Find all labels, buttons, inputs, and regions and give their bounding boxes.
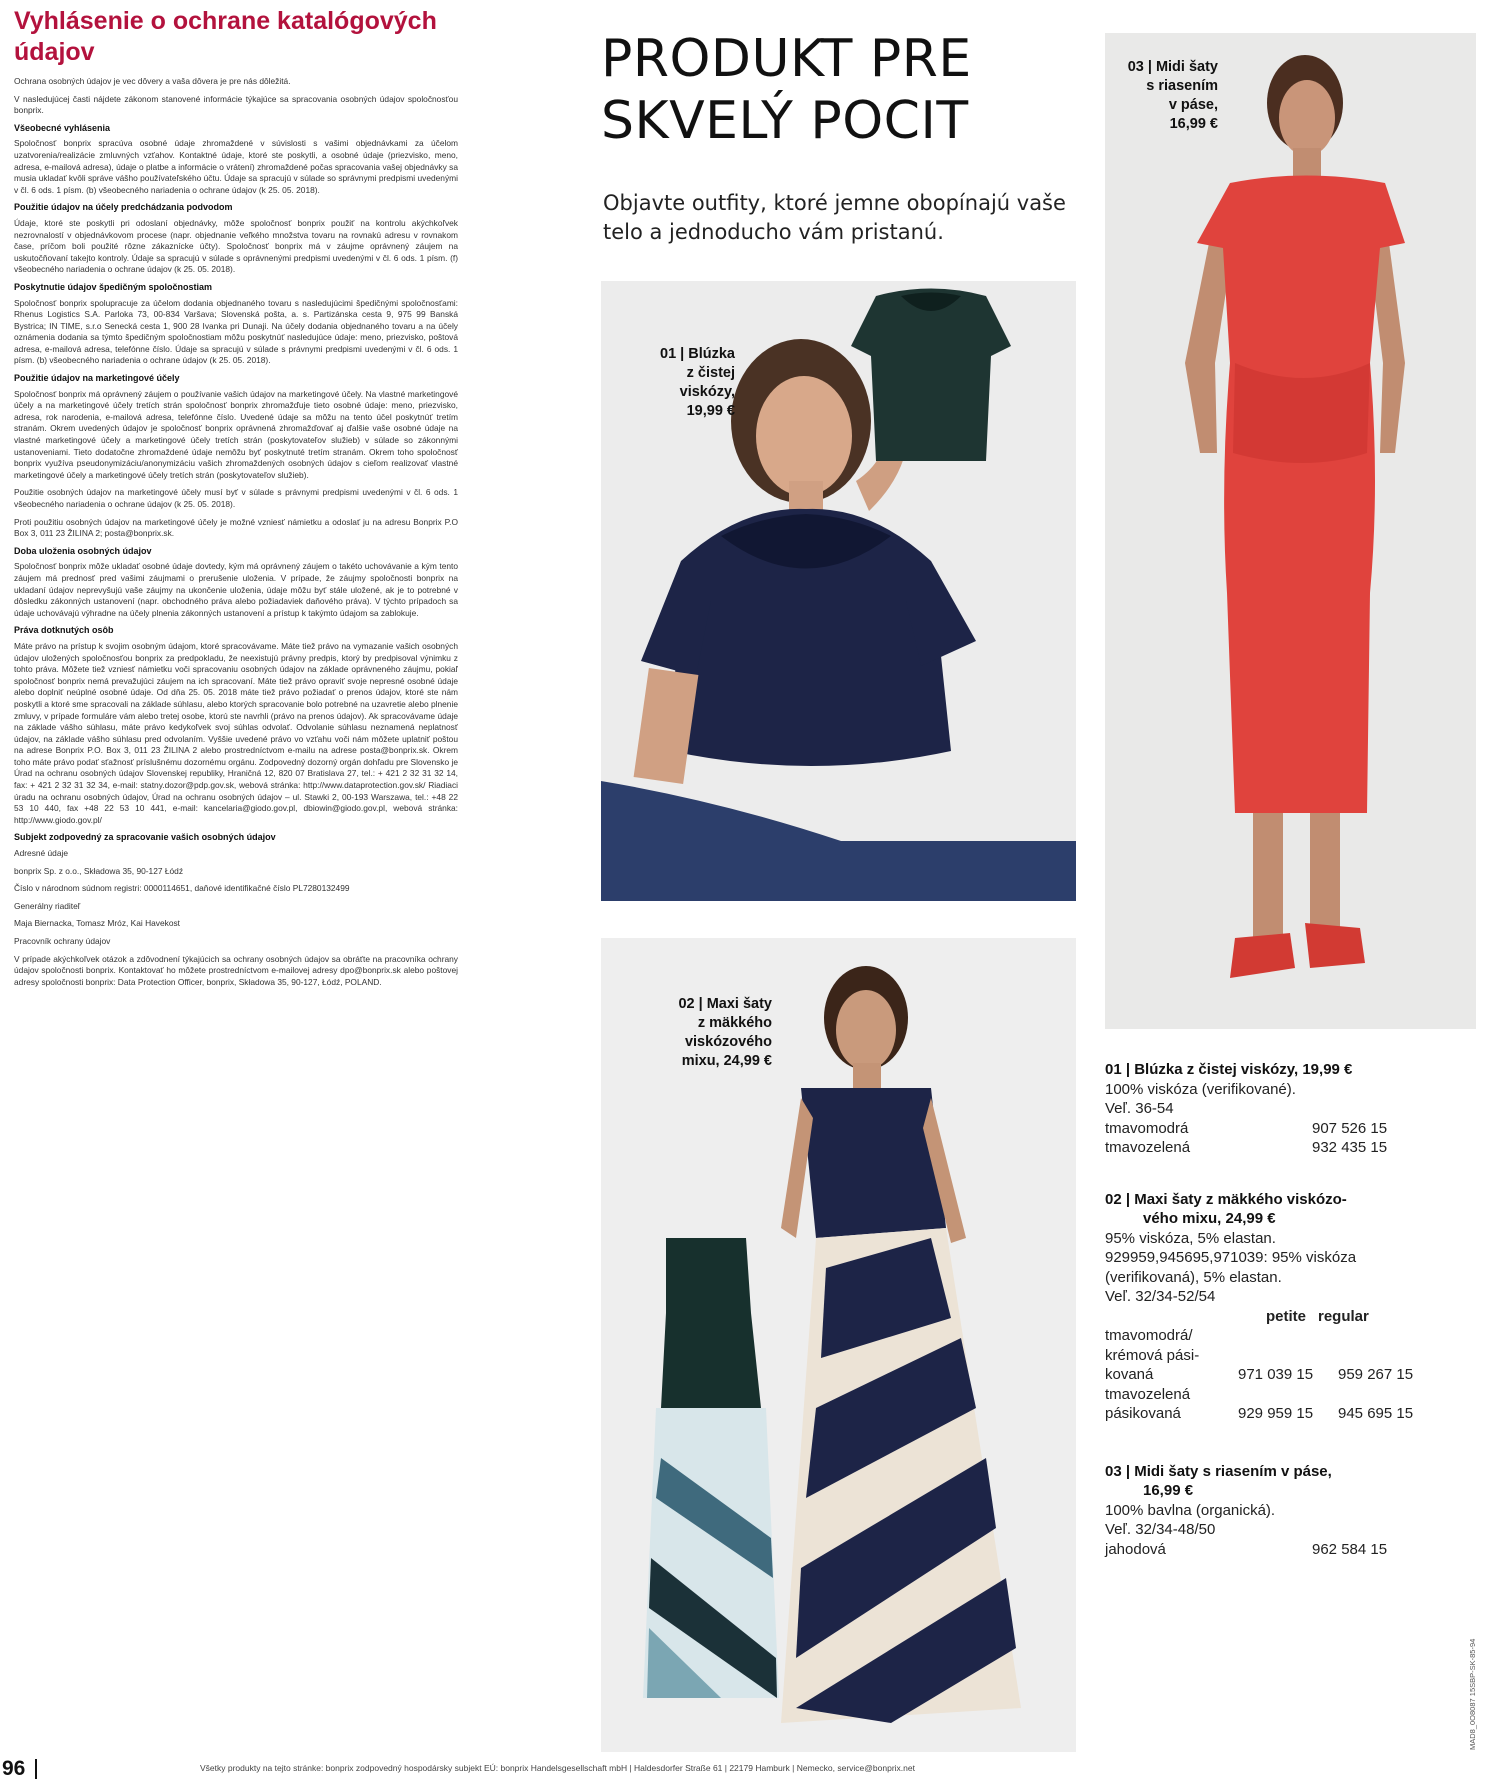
privacy-intro-1: Ochrana osobných údajov je vec dôvery a vaša dôvera je pre nás dôležitá. bbox=[14, 76, 291, 86]
section-heading: Doba uloženia osobných údajov bbox=[14, 545, 152, 556]
section-paragraph: Spoločnosť bonprix spolupracuje za účelom dodania objednaného tovaru s nasledujúcimi špedičnými spoločnosťami: Rhenus Logistics S.A. Parloka 73, 00-834 Varšava; Slovenská pošta, a. s. Partizánska cesta 9, 975 99 Banská Bystrica; IN TIME, s.r.o Senecká cesta 1, 900 28 Ivanka pri Dunaji. Na účely dodania objednaného tovaru a na účely oznámenia dodania sa týmto špedičným spoločnostiam môžu poskytnúť nasledujúce údaje: meno, priezvisko, poštová adresa, e-mailová adresa, telefónne číslo. Údaje sa spracujú v súlade s právnymi predpismi uvedenými v čl. 6 ods. 1 písm. (b) všeobecného nariadenia o ochrane údajov (k 25. 05. 2018). bbox=[14, 297, 458, 366]
product-details bbox=[1105, 1060, 1485, 1577]
section-paragraph: V prípade akýchkoľvek otázok a zdôvodnení týkajúcich sa ochrany osobných údajov sa obráťte na pracovníka ochrany údajov spoločnosti bonprix. Kontaktovať ho môžete prostredníctvom e-mailovej adresy dpo@bonprix.sk alebo poštovej adresy spoločnosti bonprix: Data Protection Officer, bonprix, Składowa 35, 90-127, Łódź, POLAND. bbox=[14, 953, 458, 987]
section-paragraph: bonprix Sp. z o.o., Składowa 35, 90-127 Łódź bbox=[14, 865, 184, 876]
section-paragraph: Pracovník ochrany údajov bbox=[14, 936, 111, 946]
column-petite: petite bbox=[1266, 1307, 1307, 1325]
page-number: 96 bbox=[2, 1757, 26, 1780]
section-paragraph: Číslo v národnom súdnom registri: 0000114651, daňové identifikačné číslo PL7280132499 bbox=[14, 883, 350, 894]
headline-line-1: PRODUKT PRE bbox=[601, 29, 972, 89]
variant-color: pásikovaná bbox=[1105, 1405, 1181, 1422]
product-title: 03 | Midi šaty s riasením v páse, bbox=[1105, 1462, 1332, 1480]
variant-row bbox=[1105, 1540, 1485, 1560]
variant-code-petite: 971 039 15 bbox=[1238, 1366, 1314, 1383]
variant-row bbox=[1105, 1385, 1485, 1424]
privacy-intro-2: V nasledujúcej časti nájdete zákonom stanovené informácie týkajúce sa spracovania osobných údajov spoločnosťou bonprix. bbox=[14, 93, 458, 116]
variant-color: jahodová bbox=[1105, 1540, 1166, 1558]
section-paragraph: Údaje, ktoré ste poskytli pri odoslaní objednávky, môže spoločnosť bonprix použiť na kontrolu akýchkoľvek nezrovnalostí v objednávkovom procese (napr. objednanie veľkého množstva tovaru na rovnakú adresu v rovnakom čase, príčom boli použité rôzne zákaznícke účty). Spoločnosť bonprix má v záujme oprávnený záujem na uskutočňovaní takejto kontroly. Údaje sa spracujú v súlade s oprávnenými predpismi uvedenými v čl. 6 ods. 1 písm. (f) všeobecného nariadenia o ochrane údajov (k 25. 05. 2018). bbox=[14, 217, 458, 275]
section-heading: Práva dotknutých osôb bbox=[14, 625, 114, 636]
product-material: 929959,945695,971039: 95% viskóza bbox=[1105, 1249, 1357, 1266]
section-paragraph: Spoločnosť bonprix spracúva osobné údaje zhromaždené v súvislosti s vašimi objednávkami za účelom uzatvorenia/realizácie zmluvných vzťahov. Kontaktné údaje, ktoré ste poskytli, a osobné údaje (priezvisko, meno, adresa, e-mailová adresa), údaje o platbe a informácie o vrátení) zhromaždené počas spracovania vašej objednávky sa musia ukladať kvôli správe vášho používateľského účtu. Údaje sa spracujú v súlade so správnymi predpismi uvedenými v čl. 6 ods. 1 písm. (b) všeobecného nariadenia o ochrane údajov (k 25. 05. 2018). bbox=[14, 138, 458, 195]
variant-code-petite: 929 959 15 bbox=[1238, 1405, 1314, 1422]
column-regular: regular bbox=[1318, 1307, 1369, 1325]
product-photo-midi-dress[interactable] bbox=[1105, 33, 1476, 1029]
variant-color: tmavozelená bbox=[1105, 1139, 1191, 1156]
side-catalog-code bbox=[1468, 1500, 1480, 1750]
photo-label-midi-dress: 03 | Midi šaty s riasením v páse, 16,99 € bbox=[1127, 59, 1218, 132]
product-details-midi-dress bbox=[1105, 1462, 1485, 1560]
section-heading: Poskytnutie údajov špedičným spoločnostiam bbox=[14, 281, 213, 292]
section-paragraph: Spoločnosť bonprix môže ukladať osobné údaje dovtedy, kým má oprávnený záujem o takéto uchovávanie a kým tento záujem má prednosť pred vašimi záujmami o prerušenie uloženia. V prípade, že záujmy spoločnosti bonprix na ukladaní údajov neprevyšujú vaše záujmy na ukončenie uloženia, údaje môžu byť stále uložené, ak je to potrebné v dôsledku zákonných ustanovení (napr. obchodného práva alebo požiadaviek daňového práva). V týchto prípadoch sa údaje uchovávajú výhradne na účely plnenia zákonných ustanovení a prístup k takýmto údajom sa zablokuje. bbox=[14, 561, 458, 618]
product-material: 95% viskóza, 5% elastan. bbox=[1105, 1229, 1276, 1247]
privacy-title: Vyhlásenie o ochrane katalógových údajov bbox=[14, 7, 437, 66]
product-sizes: Veľ. 32/34-52/54 bbox=[1105, 1288, 1216, 1305]
product-title-cont: vého mixu, 24,99 € bbox=[1143, 1210, 1276, 1227]
headline bbox=[601, 28, 1101, 152]
product-sizes: Veľ. 36-54 bbox=[1105, 1100, 1174, 1117]
variant-code: 962 584 15 bbox=[1312, 1540, 1388, 1558]
product-title-cont: 16,99 € bbox=[1143, 1482, 1194, 1499]
variant-table-header bbox=[1105, 1307, 1485, 1327]
variant-code: 932 435 15 bbox=[1312, 1139, 1388, 1156]
variant-row bbox=[1105, 1119, 1485, 1139]
green-blouse-packshot bbox=[846, 281, 1016, 471]
variant-row bbox=[1105, 1326, 1485, 1385]
section-heading: Použitie údajov na účely predchádzania podvodom bbox=[14, 202, 233, 213]
midi-dress-photo-illustration bbox=[1105, 33, 1476, 1029]
variant-color: kovaná bbox=[1105, 1366, 1154, 1383]
section-heading: Použitie údajov na marketingové účely bbox=[14, 373, 180, 384]
section-paragraph: Proti použitiu osobných údajov na marketingové účely je možné vzniesť námietku a odoslať ju na adresu Bonprix P.O Box 3, 011 23 ŽILINA 2; posta@bonprix.sk. bbox=[14, 516, 458, 539]
section-heading: Všeobecné vyhlásenia bbox=[14, 122, 111, 133]
product-material: 100% viskóza (verifikované). bbox=[1105, 1080, 1296, 1098]
privacy-body bbox=[14, 76, 458, 988]
section-paragraph: Generálny riaditeľ bbox=[14, 900, 81, 911]
section-heading: Subjekt zodpovedný za spracovanie vašich osobných údajov bbox=[14, 832, 276, 843]
variant-code-regular: 959 267 15 bbox=[1338, 1366, 1414, 1383]
photo-label-maxi-dress: 02 | Maxi šaty z mäkkého viskózového mixu, 24,99 € bbox=[678, 996, 772, 1069]
photo-label-blouse: 01 | Blúzka z čistej viskózy, 19,99 € bbox=[660, 346, 735, 419]
privacy-statement bbox=[14, 6, 458, 1736]
variant-color: tmavozelená bbox=[1105, 1385, 1191, 1403]
section-paragraph: Máte právo na prístup k svojim osobným údajom, ktoré spracovávame. Máte tiež právo na vymazanie vašich osobných údajov uložených spoločnosťou bonprix za predpokladu, že neexistujú právny predpis, ktorý by predpisoval výnimku z tohto práva. Môžete tiež vzniesť námietku voči spracovaniu osobných údajov na základe oprávneného záujmu, pokiaľ spoločnosť bonprix nemá prevažujúci záujem na ich spracovaní. Máte tiež právo opraviť svoje nepresné osobné údaje alebo doplniť neúplné osobné údaje. Od dňa 25. 05. 2018 máte tiež právo požiadať o prenos údajov, ktoré ste nám poskytli a ktoré sme spracovali na základe súhlasu, alebo ktorých spracovanie bolo potrebné na uzavretie alebo plnenie zmluvy, v prípade formuláre vám alebo tretej osobe, ktorú ste navrhli (právo na prenos údajov). Ak spracovávame údaje na základe vášho súhlasu, máte právo kedykoľvek svoj súhlas odvolať. Odvolanie súhlasu neznamená neplatnosť údajov, na základe vášho súhlasu pred odvolaním. Vyššie uvedené právo vo vzťahu voči nám môžete uplatniť poštou na adrese Bonprix P.O. Box 3, 011 23 ŽILINA 2 alebo prostredníctvom e-mailu na adrese posta@bonprix.sk. Okrem toho máte právo podať sťažnosť príslušnému dozornému orgánu. Zodpovedný dozorný orgán dohľadu pre Slovensko je Úrad na ochranu osobných údajov Slovenskej republiky, Hraničná 12, 820 07 Bratislava 27, tel.: + 421 2 32 31 32 14, fax: + 421 2 32 31 32 34, e-mail: statny.dozor@pdp.gov.sk, webová stránka: http://www.dataprotection.gov.sk/ Riadiaci úradu na ochranu osobných údajov, Úrad na ochranu osobných údajov – ul. Stawki 2, 00-193 Warszawa, tel.: +48 22 53 10 440, fax +48 22 53 10 441, e-mail: kancelaria@giodo.gov.pl, dbiowin@giodo.gov.pl, webová stránka: http://www.giodo.gov.pl/ bbox=[14, 640, 458, 825]
product-sizes: Veľ. 32/34-48/50 bbox=[1105, 1521, 1216, 1538]
section-paragraph: Maja Biernacka, Tomasz Mróz, Kai Havekost bbox=[14, 918, 181, 929]
product-details-blouse bbox=[1105, 1060, 1485, 1158]
variant-code: 907 526 15 bbox=[1312, 1119, 1388, 1137]
variant-color: krémová pási- bbox=[1105, 1346, 1200, 1364]
product-material: (verifikovaná), 5% elastan. bbox=[1105, 1268, 1282, 1286]
variant-code-regular: 945 695 15 bbox=[1338, 1405, 1414, 1422]
headline-line-2: SKVELÝ POCIT bbox=[601, 91, 969, 151]
footer-legal-line: Všetky produkty na tejto stránke: bonprix zodpovedný hospodársky subjekt EÚ: bonprix Handelsgesellschaft mbH | Haldesdorfer Straße 61 | 22179 Hamburk | Nemecko, service@bonprix.net bbox=[200, 1763, 915, 1773]
subheadline: Objavte outfity, ktoré jemne obopínajú vaše telo a jednoducho vám pristanú. bbox=[603, 191, 1066, 244]
variant-color: tmavomodrá bbox=[1105, 1119, 1189, 1137]
section-paragraph: Adresné údaje bbox=[14, 848, 69, 859]
side-catalog-code-text: MAD8_0O8087 15SBP-SK-85-94 bbox=[1468, 1638, 1477, 1750]
variant-row bbox=[1105, 1138, 1485, 1158]
product-title: 02 | Maxi šaty z mäkkého viskózo- bbox=[1105, 1190, 1347, 1208]
product-details-maxi-dress bbox=[1105, 1190, 1485, 1424]
variant-color: tmavomodrá/ bbox=[1105, 1327, 1193, 1344]
product-material: 100% bavlna (organická). bbox=[1105, 1501, 1276, 1519]
section-paragraph: Použitie osobných údajov na marketingové účely musí byť v súlade s právnymi predpismi uvedenými v čl. 6 ods. 1 všeobecného nariadenia o ochrane údajov (k 25. 05. 2018). bbox=[14, 487, 458, 509]
page-number-divider bbox=[35, 1759, 37, 1779]
product-title: 01 | Blúzka z čistej viskózy, 19,99 € bbox=[1105, 1061, 1353, 1078]
section-paragraph: Spoločnosť bonprix má oprávnený záujem o používanie vašich údajov na marketingové účely. Na vlastné marketingové účely a na marketingové účely tretích strán spoločnosť bonprix zhromažďuje tieto osobné údaje: meno, priezvisko, adresa, rok narodenia, e-mailová adresa, telefónne číslo. Uvedené údaje sa môžu na tento účel poskytnúť tretím stranám. Okrem uvedených údajov je spoločnosť bonprix oprávnená zhromažďovať aj ďalšie vaše osobné údaje na vlastné marketingové účely a marketingové účely tretích strán (poskytovateľov služieb) v súlade so zákonnými ustanoveniami. Tieto dodatočne zhromaždené údaje nemôžu byť poskytnuté tretím stranám. Okrem toho spoločnosť bonprix využíva pseudonymizáciu/anonymizáciu vašich zhromaždených osobných údajov s cieľom realizovať vlastné marketingové účely a marketingové účely tretích strán (poskytovateľov služieb). bbox=[14, 388, 458, 480]
